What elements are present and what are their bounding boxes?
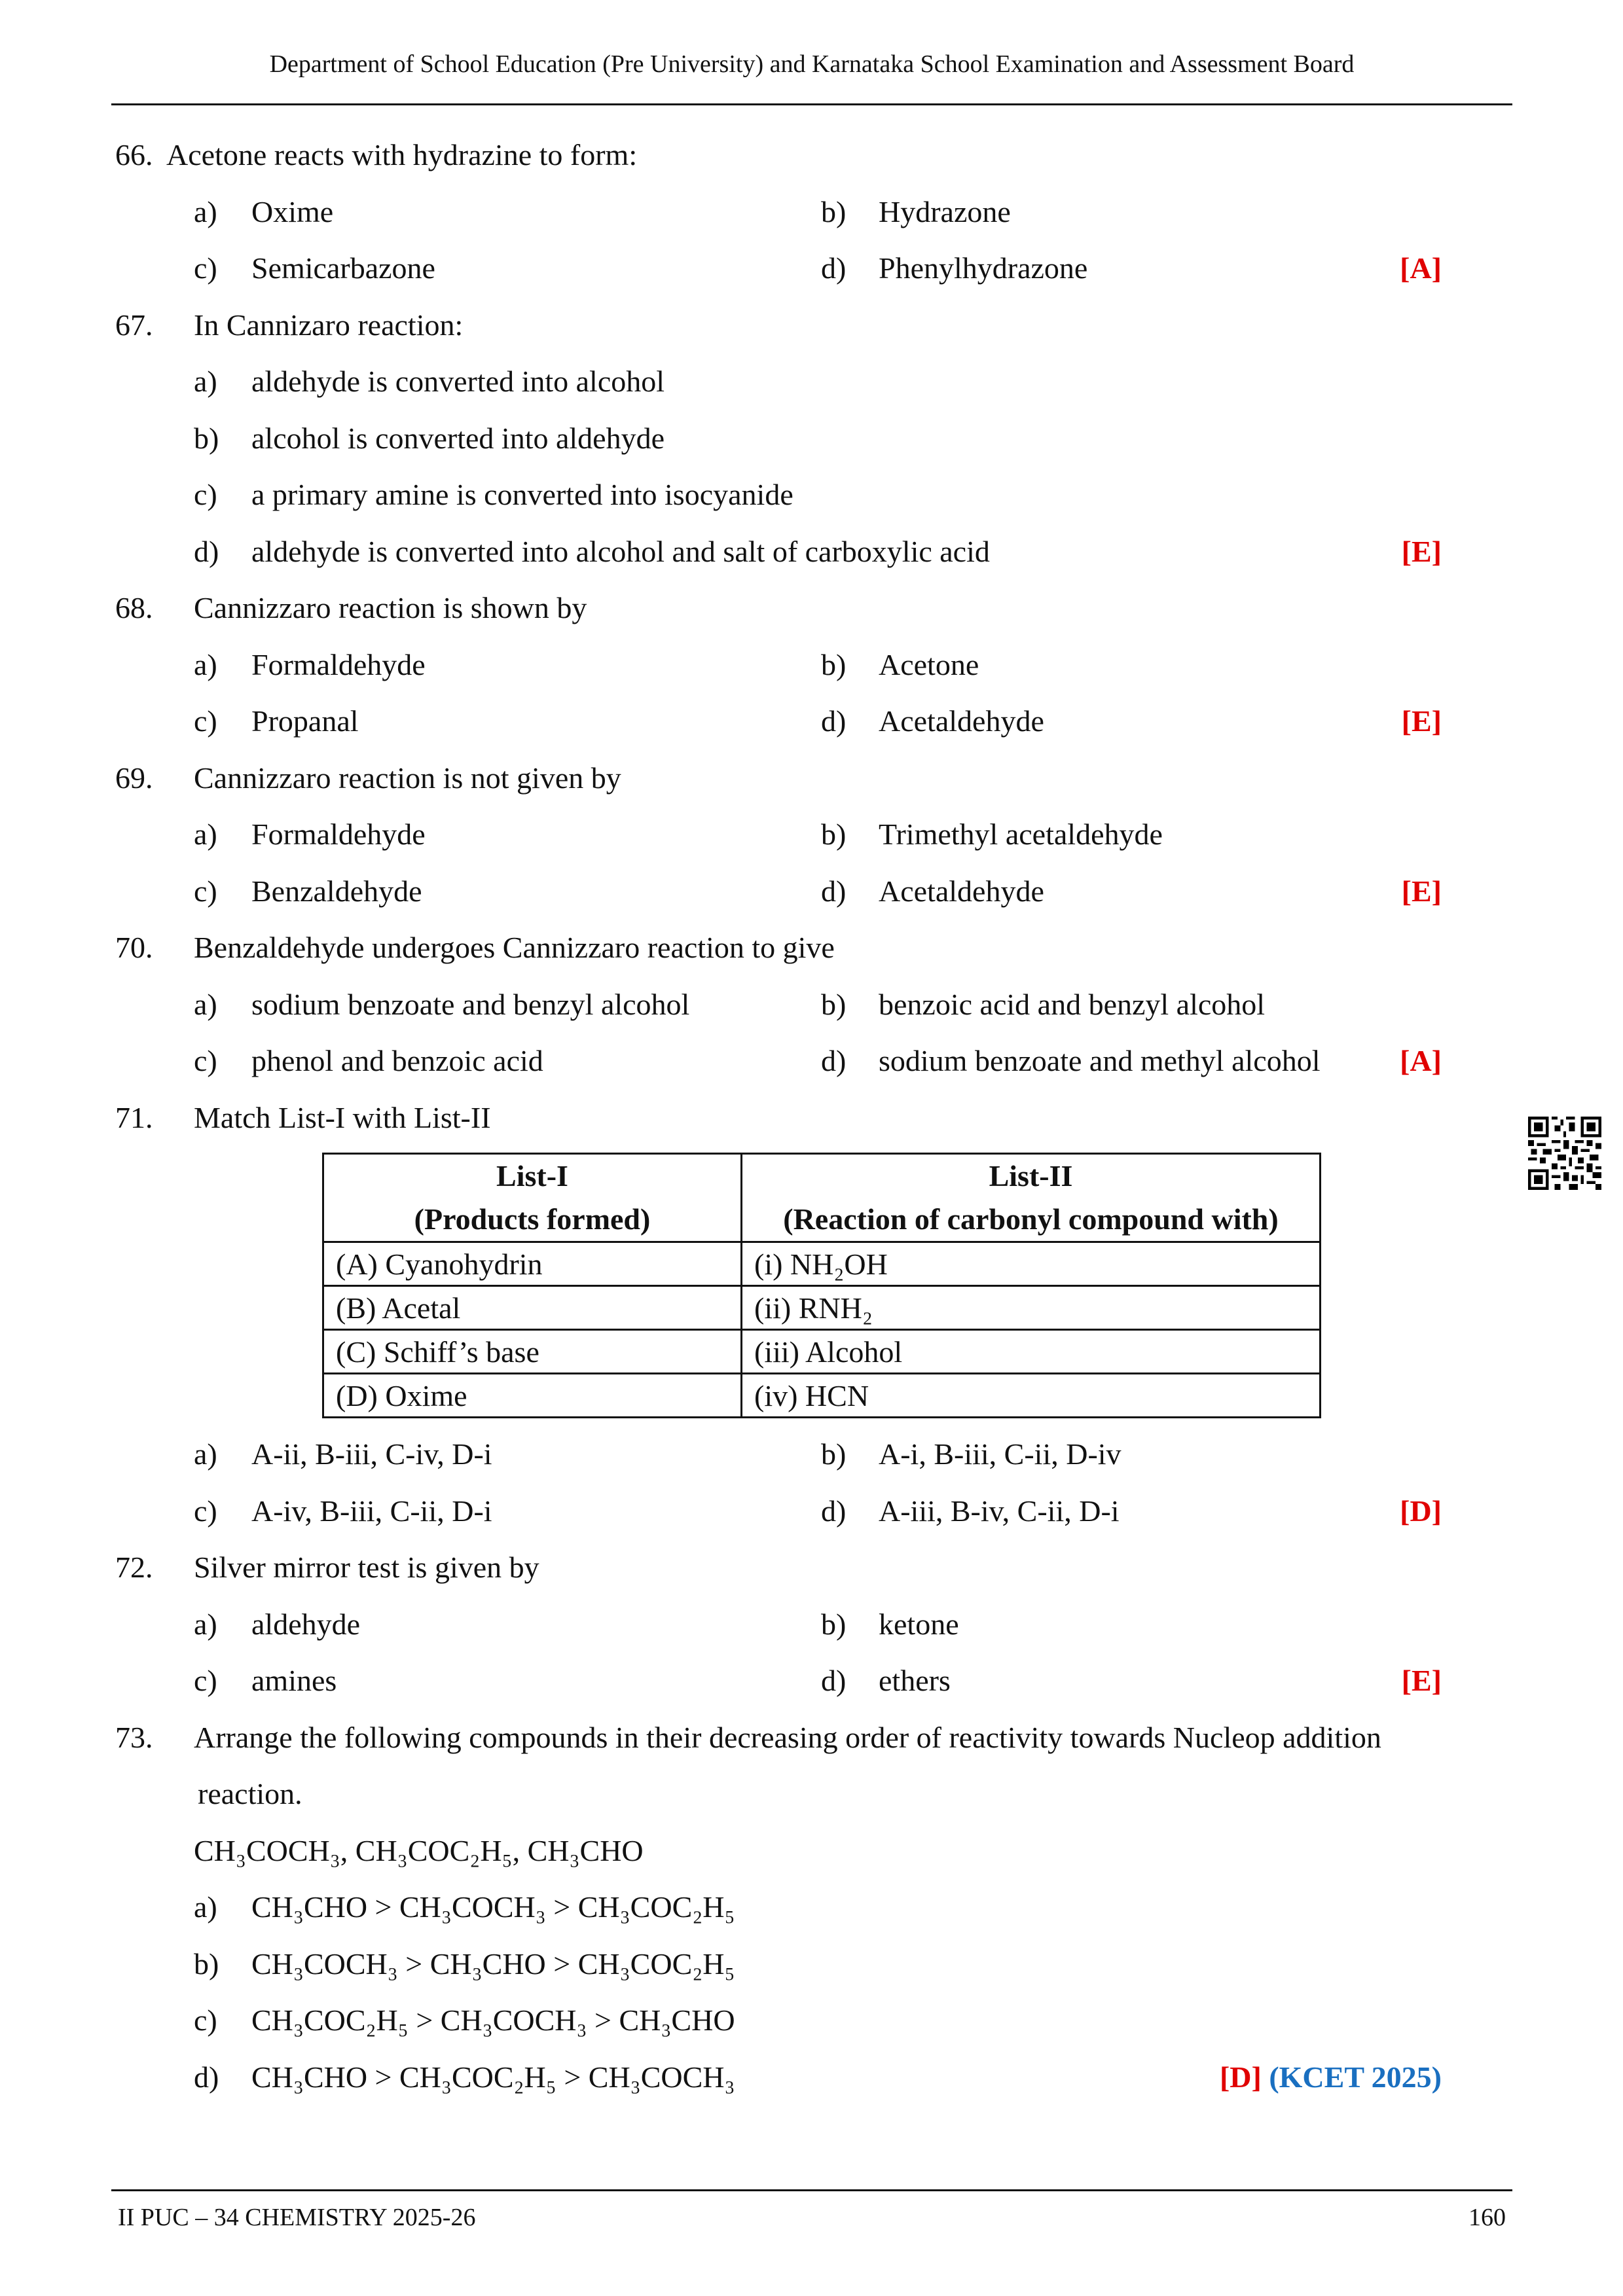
option-text: ketone — [879, 1607, 959, 1641]
option-label: c) — [194, 478, 217, 511]
option-text: Acetaldehyde — [879, 874, 1044, 908]
option-text: aldehyde is converted into alcohol — [251, 365, 665, 398]
header-subtitle: (Reaction of carbonyl compound with) — [783, 1202, 1279, 1236]
answer-key: [E] — [1401, 534, 1442, 568]
table-row — [323, 1286, 1321, 1330]
compound-list: CH₃COCH₃, CH₃COC₂H₅, CH₃CHO — [194, 1833, 644, 1867]
option-text: A-i, B-iii, C-ii, D-iv — [879, 1437, 1122, 1471]
option-text: CH₃COC₂H₅ > CH₃COCH₃ > CH₃CHO — [251, 2003, 735, 2037]
table-cell: (ii) RNH₂ — [742, 1286, 1321, 1330]
options-row — [115, 642, 1503, 699]
table-row — [323, 1242, 1321, 1286]
options-row — [115, 982, 1503, 1039]
options-row — [115, 1658, 1503, 1715]
option-text: Propanal — [251, 704, 359, 738]
options-row — [115, 1488, 1503, 1545]
option-text: sodium benzoate and benzyl alcohol — [251, 987, 690, 1021]
table-cell: (C) Schiff’s base — [323, 1330, 742, 1374]
option-label: d) — [821, 1664, 847, 1697]
option-label: b) — [194, 421, 219, 455]
option-text: Acetone — [879, 647, 979, 681]
option-text: Hydrazone — [879, 194, 1011, 228]
header-title: List-II — [989, 1159, 1073, 1193]
option-text: A-iii, B-iv, C-ii, D-i — [879, 1494, 1120, 1528]
option-label: a) — [194, 1607, 217, 1641]
table-cell: (i) NH₂OH — [742, 1242, 1321, 1286]
question-71 — [115, 1095, 1503, 1152]
option-label: a) — [194, 817, 217, 851]
footer-course: II PUC – 34 CHEMISTRY 2025-26 — [118, 2204, 476, 2231]
option-row — [115, 416, 1503, 473]
question-list — [115, 132, 1503, 2111]
question-continuation — [115, 1771, 1503, 1828]
compounds-line — [115, 1828, 1503, 1885]
question-number: 68. — [115, 591, 153, 624]
option-text: sodium benzoate and methyl alcohol — [879, 1044, 1321, 1077]
header-title: List-I — [496, 1159, 568, 1193]
table-row — [323, 1374, 1321, 1418]
answer-key: [E] — [1401, 874, 1442, 908]
option-text: Trimethyl acetaldehyde — [879, 817, 1163, 851]
option-row — [115, 1941, 1503, 1998]
table-cell: (B) Acetal — [323, 1286, 742, 1330]
question-66 — [115, 132, 1503, 189]
answer-key: [A] — [1400, 1044, 1442, 1077]
answer-key: [E] — [1401, 704, 1442, 738]
option-text: CH₃COCH₃ > CH₃CHO > CH₃COC₂H₅ — [251, 1946, 735, 1981]
option-text: A-ii, B-iii, C-iv, D-i — [251, 1437, 492, 1471]
option-text: ethers — [879, 1664, 951, 1697]
question-text: Arrange the following compounds in their decreasing order of reactivity towards Nucleop addition — [194, 1720, 1381, 1754]
option-label: c) — [194, 1044, 217, 1077]
option-row — [115, 472, 1503, 529]
question-text: Benzaldehyde undergoes Cannizzaro reaction to give — [194, 931, 835, 964]
question-number: 67. — [115, 308, 153, 342]
option-label: d) — [821, 1494, 847, 1528]
option-text: amines — [251, 1664, 337, 1697]
question-number: 73. — [115, 1720, 153, 1754]
option-text: phenol and benzoic acid — [251, 1044, 543, 1077]
options-row — [115, 812, 1503, 869]
answer-key — [1220, 2054, 1442, 2100]
question-69 — [115, 755, 1503, 812]
options-row — [115, 1431, 1503, 1488]
question-number: 69. — [115, 761, 153, 795]
option-label: d) — [194, 534, 219, 568]
question-number: 71. — [115, 1100, 153, 1134]
question-number: 70. — [115, 931, 153, 964]
options-row — [115, 1602, 1503, 1659]
question-text: Cannizzaro reaction is shown by — [194, 591, 587, 624]
option-text: aldehyde is converted into alcohol and salt of carboxylic acid — [251, 534, 990, 568]
option-text: Benzaldehyde — [251, 874, 422, 908]
option-row — [115, 359, 1503, 416]
option-label: c) — [194, 251, 217, 285]
table-row — [323, 1330, 1321, 1374]
table-header-list-2 — [742, 1154, 1321, 1242]
answer-key: [D] — [1400, 1494, 1442, 1528]
answer-key: [A] — [1400, 251, 1442, 285]
question-number: 72. — [115, 1551, 153, 1584]
option-text: a primary amine is converted into isocyanide — [251, 478, 793, 511]
option-label: b) — [194, 1946, 219, 1981]
question-text: Match List-I with List-II — [194, 1100, 491, 1134]
page-number: 160 — [1468, 2204, 1506, 2231]
question-70 — [115, 925, 1503, 982]
option-label: c) — [194, 704, 217, 738]
answer-letter: [D] — [1219, 2060, 1262, 2094]
page-header: Department of School Education (Pre University) and Karnataka School Examination and Assessment Board — [111, 31, 1512, 105]
option-label: c) — [194, 1664, 217, 1697]
option-text: Semicarbazone — [251, 251, 435, 285]
page-footer — [111, 2189, 1512, 2231]
option-label: a) — [194, 647, 217, 681]
options-row — [115, 1038, 1503, 1095]
option-label: b) — [821, 987, 847, 1021]
table-cell: (iv) HCN — [742, 1374, 1321, 1418]
options-row — [115, 698, 1503, 755]
table-header-list-1 — [323, 1154, 742, 1242]
option-text: CH₃CHO > CH₃COC₂H₅ > CH₃COCH₃ — [251, 2060, 735, 2094]
option-text: alcohol is converted into aldehyde — [251, 421, 665, 455]
exam-tag: (KCET 2025) — [1269, 2060, 1442, 2094]
option-row — [115, 1998, 1503, 2054]
option-label: a) — [194, 987, 217, 1021]
option-label: d) — [821, 704, 847, 738]
option-label: a) — [194, 194, 217, 228]
header-subtitle: (Products formed) — [414, 1202, 651, 1236]
question-text: Silver mirror test is given by — [194, 1551, 539, 1584]
option-text: Oxime — [251, 194, 334, 228]
question-67 — [115, 302, 1503, 359]
option-label: c) — [194, 2003, 217, 2037]
match-table-wrapper — [115, 1151, 1503, 1431]
option-label: d) — [821, 1044, 847, 1077]
options-row — [115, 189, 1503, 246]
option-row — [115, 2054, 1503, 2111]
question-text: In Cannizaro reaction: — [194, 308, 464, 342]
answer-key: [E] — [1401, 1664, 1442, 1697]
option-label: b) — [821, 1607, 847, 1641]
question-text: Acetone reacts with hydrazine to form: — [166, 138, 638, 171]
option-label: b) — [821, 1437, 847, 1471]
option-text: Formaldehyde — [251, 647, 426, 681]
option-text: Phenylhydrazone — [879, 251, 1088, 285]
question-number: 66. — [115, 138, 153, 171]
question-73 — [115, 1715, 1503, 1772]
option-label: c) — [194, 874, 217, 908]
options-row — [115, 869, 1503, 925]
option-text: benzoic acid and benzyl alcohol — [879, 987, 1266, 1021]
option-text: aldehyde — [251, 1607, 361, 1641]
table-cell: (A) Cyanohydrin — [323, 1242, 742, 1286]
question-72 — [115, 1545, 1503, 1602]
option-text: Formaldehyde — [251, 817, 426, 851]
question-text: Cannizzaro reaction is not given by — [194, 761, 621, 795]
question-text-cont: reaction. — [198, 1777, 302, 1810]
table-cell: (D) Oxime — [323, 1374, 742, 1418]
option-label: b) — [821, 194, 847, 228]
option-label: a) — [194, 365, 217, 398]
option-label: c) — [194, 1494, 217, 1528]
table-cell: (iii) Alcohol — [742, 1330, 1321, 1374]
options-row — [115, 245, 1503, 302]
option-row — [115, 529, 1503, 586]
option-row — [115, 1884, 1503, 1941]
option-label: a) — [194, 1437, 217, 1471]
option-label: d) — [194, 2060, 219, 2094]
qr-code-icon[interactable] — [1528, 1117, 1601, 1190]
option-label: a) — [194, 1890, 217, 1924]
option-text: Acetaldehyde — [879, 704, 1044, 738]
option-label: b) — [821, 817, 847, 851]
match-table — [322, 1153, 1321, 1418]
option-text: CH₃CHO > CH₃COCH₃ > CH₃COC₂H₅ — [251, 1890, 735, 1924]
option-label: d) — [821, 251, 847, 285]
option-label: b) — [821, 647, 847, 681]
option-text: A-iv, B-iii, C-ii, D-i — [251, 1494, 492, 1528]
option-label: d) — [821, 874, 847, 908]
question-68 — [115, 585, 1503, 642]
